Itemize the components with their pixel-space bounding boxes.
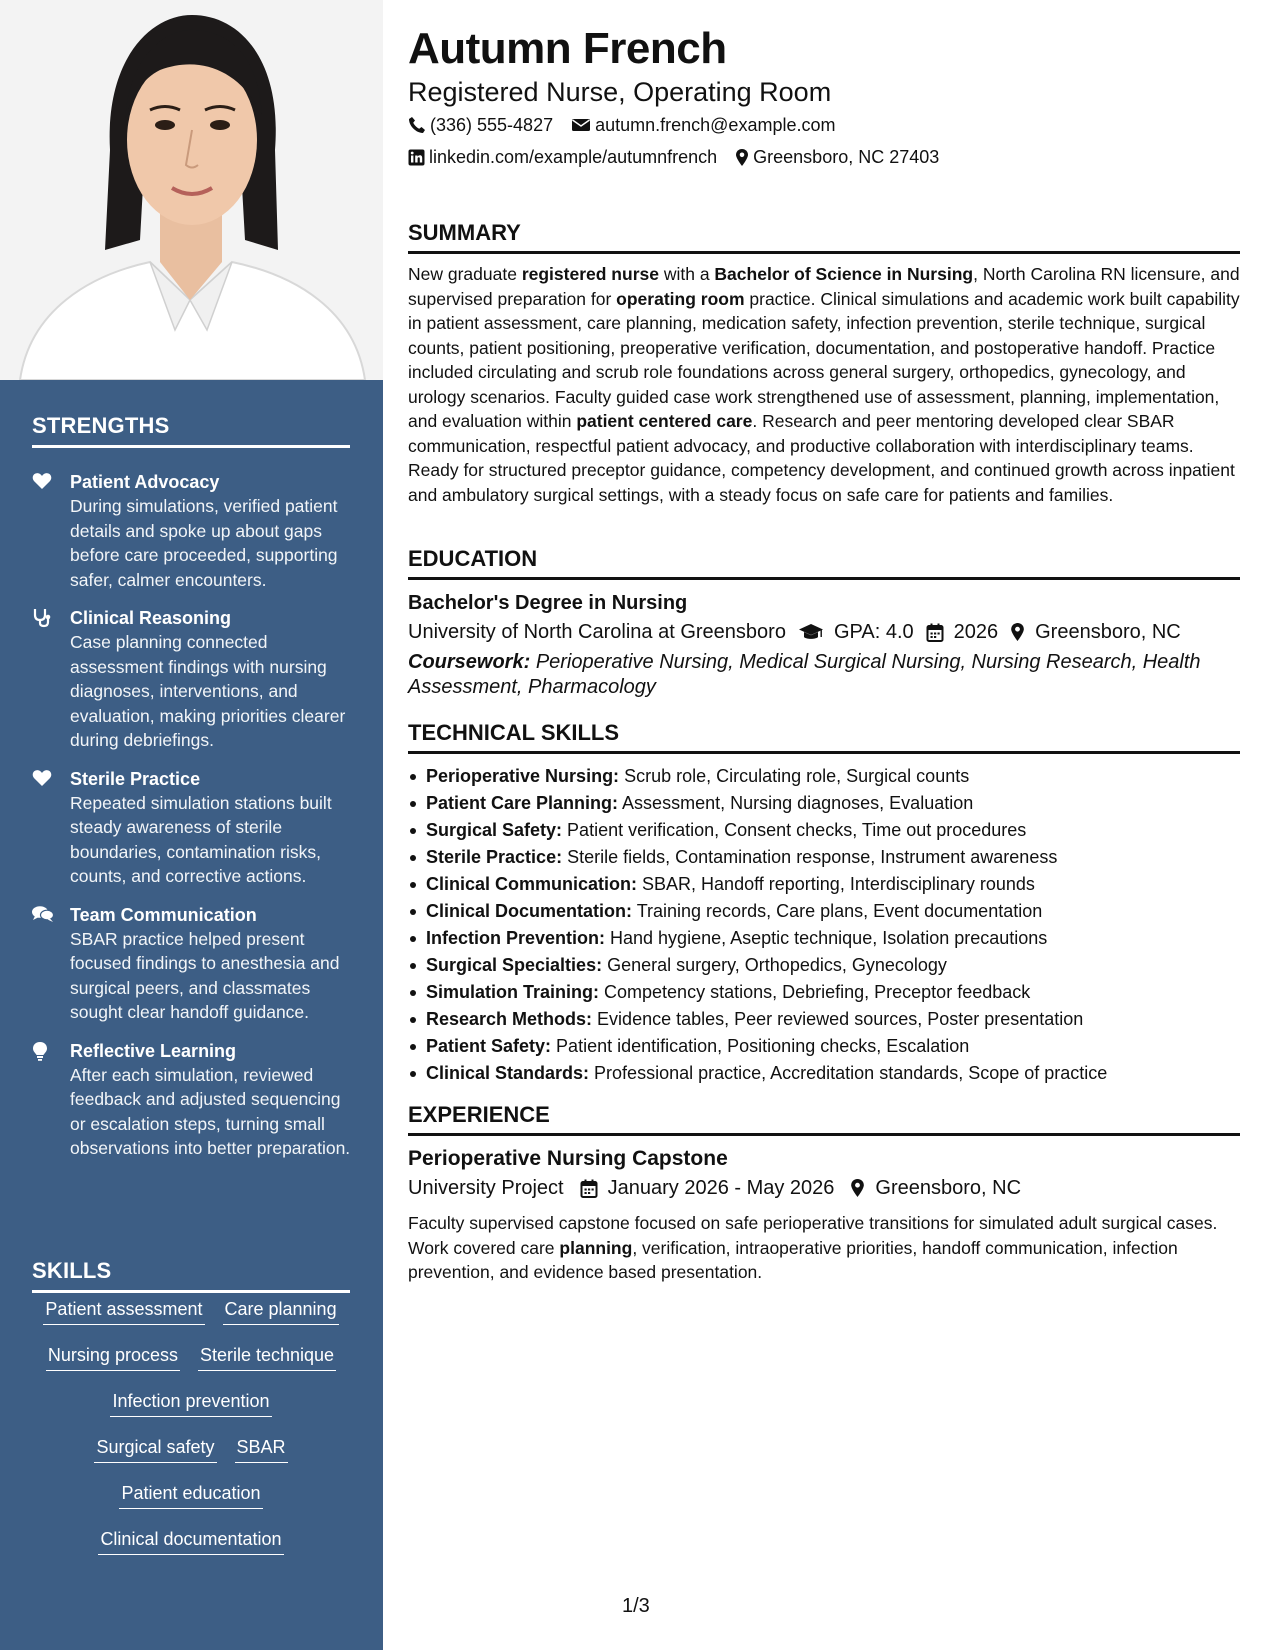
map-pin-icon xyxy=(735,148,749,167)
school-name: University of North Carolina at Greensboro xyxy=(408,621,786,643)
sidebar xyxy=(0,0,383,1650)
strength-description: During simulations, verified patient details and spoke up about gaps before care proceeded, supporting safer, calmer encounters. xyxy=(70,496,338,590)
gpa-value: GPA: 4.0 xyxy=(833,621,914,643)
skills-heading: SKILLS xyxy=(32,1258,350,1293)
strength-title: Patient Advocacy xyxy=(70,472,220,492)
experience-dates: January 2026 - May 2026 xyxy=(607,1177,835,1199)
linkedin-contact[interactable] xyxy=(408,145,717,169)
technical-skill-label: Infection Prevention: xyxy=(426,928,606,948)
envelope-icon xyxy=(571,117,591,133)
strength-title: Clinical Reasoning xyxy=(70,608,232,628)
technical-skill-value: Patient identification, Positioning checks, Escalation xyxy=(551,1036,970,1056)
technical-skill-item xyxy=(408,844,1240,871)
summary-emphasis: patient centered care xyxy=(576,411,753,431)
technical-skill-value: Hand hygiene, Aseptic technique, Isolation precautions xyxy=(605,928,1048,948)
calendar-icon xyxy=(926,623,944,642)
profile-photo-illustration xyxy=(0,0,383,380)
education-meta xyxy=(408,619,1193,645)
coursework xyxy=(408,650,1208,700)
technical-skill-label: Patient Safety: xyxy=(426,1036,552,1056)
profile-photo xyxy=(0,0,383,380)
skill-chip: Clinical documentation xyxy=(98,1528,283,1555)
skills-row xyxy=(32,1436,350,1463)
strength-item xyxy=(32,606,352,753)
experience-dates-wrap xyxy=(580,1175,835,1201)
technical-skills-list xyxy=(408,763,1240,1087)
school-name-wrap xyxy=(408,619,786,645)
skill-chip: Patient education xyxy=(119,1482,262,1509)
skill-chip: Patient assessment xyxy=(43,1298,204,1325)
technical-skill-label: Surgical Safety: xyxy=(426,820,563,840)
candidate-name: Autumn French xyxy=(408,24,727,73)
technical-skill-item xyxy=(408,925,1240,952)
experience-heading: EXPERIENCE xyxy=(408,1102,1240,1136)
summary-text: , North Carolina RN licensure, and supervised preparation for xyxy=(408,264,1240,309)
location-contact xyxy=(735,145,939,169)
technical-skill-value: Assessment, Nursing diagnoses, Evaluation xyxy=(618,793,974,813)
heart-icon xyxy=(32,470,70,592)
technical-skill-value: General surgery, Orthopedics, Gynecology xyxy=(602,955,947,975)
technical-skill-item xyxy=(408,871,1240,898)
summary-text: . Research and peer mentoring developed clear SBAR communication, respectful patient advocacy, and productive collaboration with interdisciplinary teams. Ready for structured preceptor guidance, competency development, and continued growth across inpatient and ambulatory surgical settings, with a steady focus on safe care for patients and families. xyxy=(408,411,1235,505)
strength-title: Reflective Learning xyxy=(70,1040,237,1061)
linkedin-url: linkedin.com/example/autumnfrench xyxy=(429,147,718,167)
strength-item xyxy=(32,470,352,592)
summary-text: practice. Clinical simulations and academic work built capability in patient assessment, care planning, medication safety, infection prevention, sterile technique, surgical counts, patient positioning, preoperative verification, documentation, and postoperative handoff. Practice included circulating and scrub role foundations across general surgery, orthopedics, gynecology, and urology scenarios. Faculty guided case work strengthened use of assessment, planning, implementation, and evaluation within xyxy=(408,288,1240,431)
school-location: Greensboro, NC xyxy=(1035,621,1181,643)
map-pin-icon xyxy=(1010,622,1025,642)
technical-skill-label: Perioperative Nursing: xyxy=(426,766,620,786)
technical-skill-value: Professional practice, Accreditation standards, Scope of practice xyxy=(589,1063,1108,1083)
technical-skill-label: Clinical Standards: xyxy=(426,1063,590,1083)
technical-skill-value: Scrub role, Circulating role, Surgical counts xyxy=(619,766,970,786)
strengths-list xyxy=(32,470,352,1175)
strength-item xyxy=(32,767,352,889)
experience-desc-emphasis: planning xyxy=(559,1237,633,1258)
skills-row xyxy=(32,1390,350,1417)
skill-chip: Infection prevention xyxy=(110,1390,271,1417)
strength-description: After each simulation, reviewed feedback and adjusted sequencing or escalation steps, turning small observations into better preparation. xyxy=(70,1064,351,1158)
linkedin-icon xyxy=(408,149,425,166)
email-address: autumn.french@example.com xyxy=(595,115,836,135)
strengths-heading: STRENGTHS xyxy=(32,413,350,448)
experience-location: Greensboro, NC xyxy=(875,1177,1022,1199)
summary-heading: SUMMARY xyxy=(408,220,1240,254)
technical-skill-item xyxy=(408,817,1240,844)
summary-emphasis: registered nurse xyxy=(521,264,659,284)
summary-text xyxy=(408,262,1240,507)
technical-skill-label: Research Methods: xyxy=(426,1009,593,1029)
lightbulb-icon xyxy=(32,1039,70,1161)
technical-skill-value: Competency stations, Debriefing, Preceptor feedback xyxy=(599,982,1031,1002)
experience-meta xyxy=(408,1175,1037,1201)
technical-skill-value: Training records, Care plans, Event documentation xyxy=(632,901,1043,921)
technical-skill-item xyxy=(408,898,1240,925)
experience-desc-text: Faculty supervised capstone focused on safe perioperative transitions for simulated adult surgical cases. Work covered care xyxy=(408,1213,1218,1258)
strength-description: Case planning connected assessment findings with nursing diagnoses, interventions, and evaluation, making priorities clearer during debriefings. xyxy=(70,632,346,750)
graduation-year: 2026 xyxy=(953,621,999,643)
technical-skill-item xyxy=(408,979,1240,1006)
experience-desc-text: , verification, intraoperative priorities, handoff communication, infection prevention, and evidence based presentation. xyxy=(408,1237,1178,1282)
skills-chips xyxy=(32,1298,350,1574)
contact-row xyxy=(408,145,957,169)
strength-description: SBAR practice helped present focused findings to anesthesia and surgical peers, and classmates sought clear handoff guidance. xyxy=(70,928,340,1022)
skills-row xyxy=(32,1344,350,1371)
page-number: 1/3 xyxy=(622,1595,650,1617)
technical-skill-item xyxy=(408,952,1240,979)
coursework-list: Perioperative Nursing, Medical Surgical Nursing, Nursing Research, Health Assessment, Pharmacology xyxy=(408,651,1201,698)
summary-emphasis: operating room xyxy=(616,288,745,309)
strength-description: Repeated simulation stations built steady awareness of sterile boundaries, contamination risks, counts, and corrective actions. xyxy=(70,792,332,886)
phone-contact[interactable] xyxy=(408,113,553,137)
school-location-wrap xyxy=(1010,619,1181,645)
skill-chip: SBAR xyxy=(235,1436,288,1463)
graduation-cap-icon xyxy=(798,623,824,641)
experience-org-wrap xyxy=(408,1175,564,1201)
map-pin-icon xyxy=(850,1178,865,1198)
calendar-icon xyxy=(580,1179,598,1198)
skills-row xyxy=(32,1482,350,1509)
location-text: Greensboro, NC 27403 xyxy=(753,147,940,167)
technical-skill-value: Sterile fields, Contamination response, Instrument awareness xyxy=(562,847,1058,867)
education-heading: EDUCATION xyxy=(408,546,1240,580)
technical-skill-item xyxy=(408,790,1240,817)
skill-chip: Surgical safety xyxy=(94,1436,216,1463)
experience-location-wrap xyxy=(850,1175,1021,1201)
skill-chip: Care planning xyxy=(223,1298,339,1325)
technical-skill-item xyxy=(408,1033,1240,1060)
email-contact[interactable] xyxy=(571,113,835,137)
phone-number: (336) 555-4827 xyxy=(430,115,554,135)
technical-skill-label: Clinical Communication: xyxy=(426,874,638,894)
technical-skill-label: Patient Care Planning: xyxy=(426,793,619,813)
skill-chip: Sterile technique xyxy=(198,1344,336,1371)
technical-skill-label: Sterile Practice: xyxy=(426,847,563,867)
strength-title: Team Communication xyxy=(70,904,257,925)
technical-skill-label: Simulation Training: xyxy=(426,982,600,1002)
technical-skills-heading: TECHNICAL SKILLS xyxy=(408,720,1240,754)
experience-org: University Project xyxy=(408,1177,564,1199)
technical-skill-label: Clinical Documentation: xyxy=(426,901,633,921)
summary-emphasis: Bachelor of Science in Nursing xyxy=(714,264,974,284)
experience-description xyxy=(408,1211,1240,1285)
summary-text: New graduate xyxy=(408,264,522,284)
coursework-label: Coursework: xyxy=(408,651,531,673)
stethoscope-icon xyxy=(32,606,70,753)
grad-year-wrap xyxy=(926,619,999,645)
summary-text: with a xyxy=(658,264,715,284)
strength-item xyxy=(32,1039,352,1161)
skills-row xyxy=(32,1528,350,1555)
contact-row xyxy=(408,113,853,137)
technical-skill-item xyxy=(408,763,1240,790)
technical-skill-item xyxy=(408,1060,1240,1087)
experience-title: Perioperative Nursing Capstone xyxy=(408,1147,728,1170)
technical-skill-label: Surgical Specialties: xyxy=(426,955,603,975)
candidate-role: Registered Nurse, Operating Room xyxy=(408,77,832,107)
gpa-wrap xyxy=(798,619,914,645)
strength-item xyxy=(32,903,352,1025)
technical-skill-value: Evidence tables, Peer reviewed sources, Poster presentation xyxy=(592,1009,1084,1029)
skill-chip: Nursing process xyxy=(46,1344,180,1371)
phone-icon xyxy=(408,116,426,134)
degree-title: Bachelor's Degree in Nursing xyxy=(408,592,688,614)
comments-icon xyxy=(32,903,70,1025)
strength-title: Sterile Practice xyxy=(70,768,201,789)
technical-skill-item xyxy=(408,1006,1240,1033)
technical-skill-value: SBAR, Handoff reporting, Interdisciplinary rounds xyxy=(637,874,1035,894)
technical-skill-value: Patient verification, Consent checks, Time out procedures xyxy=(562,820,1027,840)
heart-icon xyxy=(32,767,70,889)
skills-row xyxy=(32,1298,350,1325)
